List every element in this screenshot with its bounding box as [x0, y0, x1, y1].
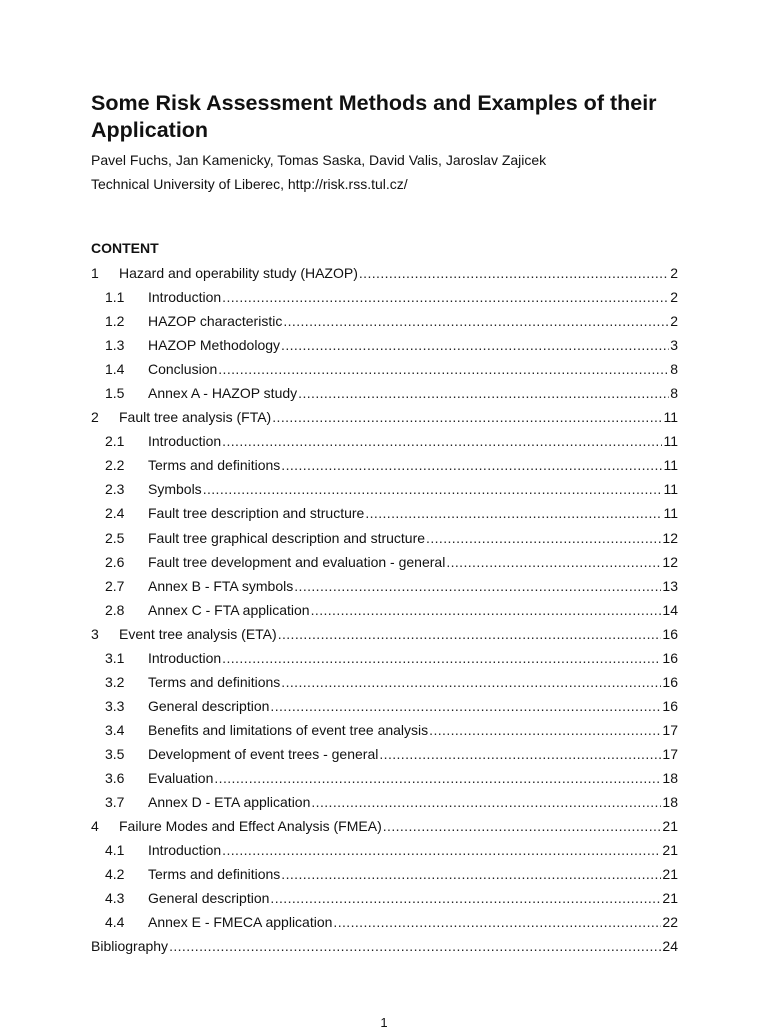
toc-entry-number: 1.3 — [105, 337, 125, 354]
toc-entry-title: Annex B - FTA symbols — [148, 577, 294, 594]
toc-entry — [0, 577, 768, 601]
toc-dot-leader — [281, 456, 662, 474]
toc-entry-number: 2.6 — [105, 553, 125, 570]
toc-entry-title: Terms and definitions — [148, 866, 281, 883]
toc-entry-number: 2.3 — [105, 481, 125, 498]
toc-entry-page: 16 — [662, 625, 678, 642]
toc-entry-link[interactable] — [105, 384, 678, 402]
toc-entry-link[interactable] — [105, 913, 678, 931]
toc-dot-leader — [281, 865, 661, 883]
toc-entry — [0, 288, 768, 312]
toc-entry — [0, 865, 768, 889]
toc-entry-page: 12 — [662, 553, 678, 570]
toc-entry-number: 1 — [91, 265, 99, 281]
toc-entry-title: Fault tree graphical description and structure — [148, 529, 426, 546]
toc-entry — [0, 312, 768, 336]
toc-entry — [0, 360, 768, 384]
toc-entry-link[interactable] — [105, 288, 678, 306]
toc-dot-leader — [203, 480, 663, 498]
toc-entry-title: Annex E - FMECA application — [148, 914, 333, 931]
page-number: 1 — [380, 1015, 388, 1030]
toc-entry-link[interactable] — [105, 769, 678, 787]
toc-entry-number: 2.2 — [105, 457, 125, 474]
toc-entry-number: 4.4 — [105, 914, 125, 931]
toc-entry-page: 16 — [662, 649, 678, 666]
toc-entry-link[interactable] — [105, 336, 678, 354]
toc-entry-title: Introduction — [148, 649, 222, 666]
toc-entry — [0, 817, 768, 841]
toc-entry-link[interactable] — [105, 697, 678, 715]
table-of-contents — [0, 264, 768, 961]
toc-entry-page: 3 — [670, 337, 678, 354]
toc-dot-leader — [379, 745, 661, 763]
toc-dot-leader — [281, 673, 661, 691]
toc-dot-leader — [383, 817, 662, 835]
toc-entry — [0, 649, 768, 673]
toc-entry-number: 1.2 — [105, 313, 125, 330]
toc-dot-leader — [270, 697, 661, 715]
toc-dot-leader — [281, 336, 669, 354]
toc-entry-number: 2.1 — [105, 433, 125, 450]
toc-entry — [0, 601, 768, 625]
toc-entry — [0, 745, 768, 769]
toc-entry-page: 18 — [662, 794, 678, 811]
toc-entry — [0, 697, 768, 721]
toc-entry-number: 2.8 — [105, 601, 125, 618]
toc-entry-link[interactable] — [105, 841, 678, 859]
toc-dot-leader — [272, 408, 662, 426]
toc-entry-page: 16 — [662, 673, 678, 690]
toc-dot-leader — [222, 649, 661, 667]
toc-entry-link[interactable] — [91, 408, 678, 426]
toc-dot-leader — [222, 841, 661, 859]
toc-entry-link[interactable] — [105, 889, 678, 907]
toc-entry-link[interactable] — [105, 577, 678, 595]
toc-entry — [0, 913, 768, 937]
toc-dot-leader — [214, 769, 661, 787]
toc-entry — [0, 456, 768, 480]
author-list: Pavel Fuchs, Jan Kamenicky, Tomas Saska, David Valis, Jaroslav Zajicek — [91, 152, 547, 168]
toc-entry-title: HAZOP Methodology — [148, 337, 281, 354]
toc-entry-page: 11 — [663, 409, 678, 426]
toc-entry-page: 21 — [662, 866, 678, 883]
toc-entry-link[interactable] — [105, 721, 678, 739]
toc-entry-link[interactable] — [105, 504, 678, 522]
toc-entry-number: 3.2 — [105, 673, 125, 690]
toc-entry — [0, 408, 768, 432]
toc-entry-title: Terms and definitions — [148, 673, 281, 690]
toc-entry-link[interactable] — [105, 456, 678, 474]
toc-entry-page: 13 — [662, 577, 678, 594]
toc-entry-title: Annex A - HAZOP study — [148, 385, 298, 402]
toc-entry-page: 17 — [662, 721, 678, 738]
toc-entry-title: Fault tree analysis (FTA) — [119, 409, 272, 426]
toc-entry-number: 4.3 — [105, 890, 125, 907]
toc-entry-number: 1.5 — [105, 385, 125, 402]
toc-entry-page: 14 — [662, 601, 678, 618]
toc-entry-title: Introduction — [148, 289, 222, 306]
toc-entry — [0, 841, 768, 865]
toc-entry — [0, 769, 768, 793]
toc-entry-page: 8 — [670, 385, 678, 402]
toc-entry — [0, 504, 768, 528]
toc-entry-page: 18 — [662, 769, 678, 786]
toc-entry-title: Event tree analysis (ETA) — [119, 625, 277, 642]
toc-entry-title: Development of event trees - general — [148, 745, 379, 762]
toc-dot-leader — [446, 553, 661, 571]
toc-entry — [0, 384, 768, 408]
toc-entry-number: 3.4 — [105, 721, 125, 738]
toc-entry-page: 11 — [663, 481, 678, 498]
toc-entry-number: 3.1 — [105, 649, 125, 666]
toc-entry-number: 1.4 — [105, 361, 125, 378]
toc-entry — [0, 553, 768, 577]
toc-entry-title: Introduction — [148, 842, 222, 859]
toc-entry-page: 21 — [662, 842, 678, 859]
toc-entry-title: Symbols — [148, 481, 202, 498]
toc-entry — [0, 793, 768, 817]
toc-entry-link[interactable] — [105, 360, 678, 378]
toc-dot-leader — [333, 913, 661, 931]
toc-entry-number: 3.7 — [105, 794, 125, 811]
toc-entry-link[interactable] — [105, 865, 678, 883]
toc-entry — [0, 721, 768, 745]
toc-entry-link[interactable] — [91, 264, 678, 282]
toc-entry-title: Evaluation — [148, 769, 214, 786]
toc-entry — [0, 673, 768, 697]
toc-dot-leader — [359, 264, 669, 282]
toc-entry-number: 3 — [91, 625, 99, 642]
toc-entry — [0, 625, 768, 649]
toc-entry-page: 11 — [663, 505, 678, 522]
toc-entry-link[interactable] — [105, 745, 678, 763]
toc-entry-page: 21 — [662, 890, 678, 907]
toc-entry-title: Terms and definitions — [148, 457, 281, 474]
toc-entry — [0, 264, 768, 288]
toc-entry-number: 2 — [91, 409, 99, 426]
toc-dot-leader — [278, 625, 662, 643]
toc-entry-link[interactable] — [105, 553, 678, 571]
toc-entry-page: 24 — [662, 938, 678, 955]
toc-entry-page: 11 — [663, 433, 678, 450]
toc-entry — [0, 336, 768, 360]
toc-entry-title: Annex D - ETA application — [148, 794, 311, 811]
toc-entry-page: 21 — [662, 818, 678, 835]
toc-entry — [0, 480, 768, 504]
toc-entry-title: General description — [148, 890, 270, 907]
toc-dot-leader — [222, 432, 662, 450]
toc-dot-leader — [169, 937, 661, 955]
toc-entry-title: Failure Modes and Effect Analysis (FMEA) — [119, 818, 382, 835]
toc-dot-leader — [283, 312, 669, 330]
toc-entry-number: 2.7 — [105, 577, 125, 594]
toc-entry-link[interactable] — [105, 793, 678, 811]
toc-entry-title: Introduction — [148, 433, 222, 450]
toc-entry-title: Hazard and operability study (HAZOP) — [119, 265, 358, 281]
toc-entry-number: 3.5 — [105, 745, 125, 762]
toc-entry-link[interactable] — [105, 312, 678, 330]
toc-entry-page: 2 — [670, 289, 678, 306]
toc-entry-link[interactable] — [91, 817, 678, 835]
toc-entry-page: 2 — [670, 265, 678, 281]
toc-entry-title: HAZOP characteristic — [148, 313, 283, 330]
toc-entry-page: 11 — [663, 457, 678, 474]
toc-entry-link[interactable] — [105, 601, 678, 619]
toc-entry-number: 1.1 — [105, 289, 125, 306]
toc-dot-leader — [298, 384, 669, 402]
toc-entry — [0, 937, 768, 961]
toc-entry-number: 2.4 — [105, 505, 125, 522]
toc-entry-number: 4 — [91, 818, 99, 835]
toc-entry-page: 8 — [670, 361, 678, 378]
toc-entry-page: 17 — [662, 745, 678, 762]
toc-entry-link[interactable] — [105, 529, 678, 547]
toc-dot-leader — [222, 288, 669, 306]
affiliation: Technical University of Liberec, http://risk.rss.tul.cz/ — [91, 176, 408, 192]
toc-entry-title: Conclusion — [148, 361, 218, 378]
toc-dot-leader — [270, 889, 661, 907]
toc-dot-leader — [311, 601, 662, 619]
toc-entry — [0, 529, 768, 553]
toc-entry-link[interactable] — [105, 649, 678, 667]
toc-dot-leader — [294, 577, 661, 595]
toc-entry-title: Annex C - FTA application — [148, 601, 310, 618]
toc-dot-leader — [311, 793, 661, 811]
toc-dot-leader — [429, 721, 661, 739]
toc-entry-number: 2.5 — [105, 529, 125, 546]
toc-entry-link[interactable] — [105, 432, 678, 450]
toc-entry-page: 16 — [662, 697, 678, 714]
toc-entry-title: Benefits and limitations of event tree analysis — [148, 721, 429, 738]
toc-entry-title: Fault tree description and structure — [148, 505, 365, 522]
toc-entry-number: 4.1 — [105, 842, 125, 859]
toc-entry-page: 22 — [662, 914, 678, 931]
toc-entry-link[interactable] — [105, 480, 678, 498]
toc-entry-number: 3.6 — [105, 769, 125, 786]
toc-entry-page: 12 — [662, 529, 678, 546]
toc-entry-link[interactable] — [105, 673, 678, 691]
toc-entry-number: 4.2 — [105, 866, 125, 883]
toc-entry-title: Bibliography — [91, 938, 169, 955]
toc-dot-leader — [426, 529, 661, 547]
toc-entry-link[interactable] — [91, 625, 678, 643]
toc-entry-title: General description — [148, 697, 270, 714]
toc-entry-link[interactable] — [91, 937, 678, 955]
document-title: Some Risk Assessment Methods and Examples of their Application — [91, 91, 657, 142]
toc-entry — [0, 889, 768, 913]
toc-dot-leader — [365, 504, 662, 522]
toc-entry-number: 3.3 — [105, 697, 125, 714]
toc-entry — [0, 432, 768, 456]
toc-heading: CONTENT — [91, 240, 159, 256]
toc-entry-page: 2 — [670, 313, 678, 330]
toc-entry-title: Fault tree development and evaluation - general — [148, 553, 446, 570]
toc-dot-leader — [218, 360, 669, 378]
